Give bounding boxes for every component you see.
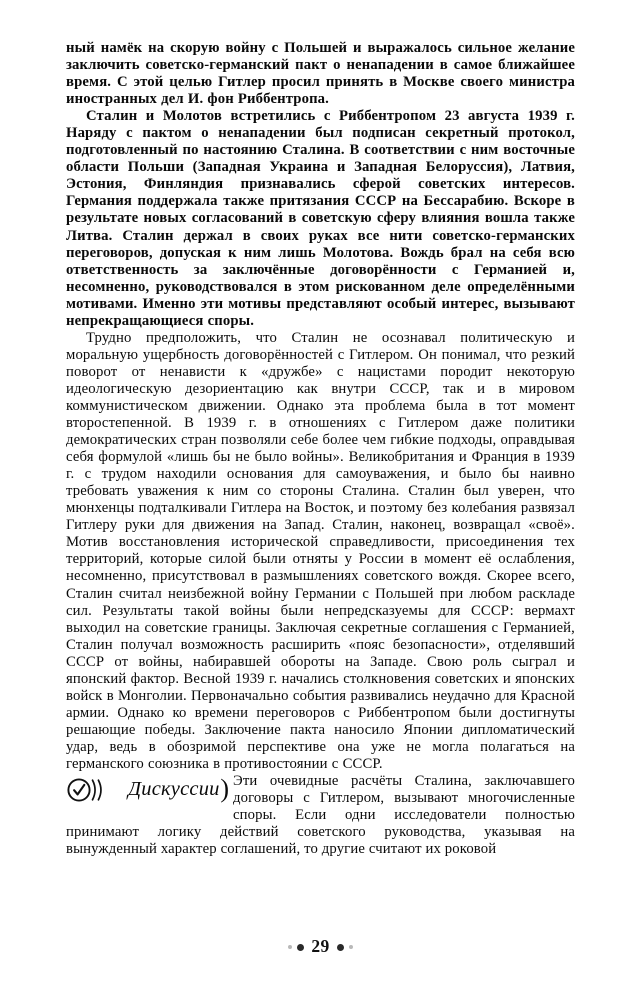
discussion-rubric-block	[66, 773, 575, 858]
folio-dot-left-inner	[297, 944, 304, 951]
page-number: 29	[311, 936, 330, 957]
body-paragraph-1: ный намёк на скорую войну с Польшей и выражалось сильное желание заключить советско-германский пакт о ненападении в самое ближайшее время. С этой целью Гитлер просил принять в Москве своего министра иностранных дел И. фон Риббентропа.	[66, 40, 575, 108]
body-paragraph-3: Трудно предположить, что Сталин не осознавал политическую и моральную ущербность договорённостей с Гитлером. Он понимал, что резкий поворот от ненависти к «дружбе» с нацистами породит некоторую идеологическую дезориентацию как внутри СССР, так и в мировом коммунистическом движении. Однако эта проблема была в тот момент второстепенной. В 1939 г. в отношениях с Гитлером даже политики демократических стран позволяли себе более чем гибкие подходы, оправдывая себя формулой «лишь бы не было войны». Великобритания и Франция в 1939 г. с трудом находили основания для самоуважения, и было бы наивно требовать уважения к ним со стороны Сталина. Сталин был уверен, что мюнхенцы подталкивали Гитлера на Восток, и поэтому без колебания развязал Гитлеру руки для движения на Запад. Сталин, наконец, возвращал «своё». Мотив восстановления исторической справедливости, присоединения тех территорий, которые силой были отняты у России в момент её ослабления, несомненно, присутствовал в размышлениях советского вождя. Скорее всего, Сталин считал неизбежной войну Германии с Польшей при любом раскладе сил. Результаты такой войны были непредсказуемы для СССР: вермахт выходил на советские границы. Заключая секретные соглашения с Германией, Сталин получал возможность расширить «пояс безопасности», отделявший СССР от войны, набиравшей обороты на Западе. Свою роль сыграл и японский фактор. Весной 1939 г. начались столкновения советских и японских войск в Монголии. Первоначально события развивались неудачно для Красной армии. Однако ко времени переговоров с Риббентропом были достигнуты решающие победы. Заключение пакта наносило Японии дипломатический удар, ведь в обозримой перспективе она уже не могла полагаться на германского союзника в противостоянии с СССР.	[66, 329, 575, 772]
body-paragraph-2: Сталин и Молотов встретились с Риббентропом 23 августа 1939 г. Наряду с пактом о ненападении был подписан секретный протокол, подготовленный по настоянию Сталина. В соответствии с ним восточные области Польши (Западная Украина и Западная Белоруссия), Латвия, Эстония, Финляндия признавались сферой советских интересов. Германия поддержала также притязания СССР на Бессарабию. Вскоре в результате новых согласований в советскую сферу влияния вошла также Литва. Сталин держал в своих руках все нити советско-германских переговоров, допуская к ним лишь Молотова. Вождь брал на себя всю ответственность за заключённые договорённости с Германией и, несомненно, руководствовался в этом рискованном деле определёнными мотивами. Именно эти мотивы представляют особый интерес, вызывают непрекращающиеся споры.	[66, 108, 575, 329]
folio-dot-left-outer	[288, 945, 292, 949]
discussion-rubric-label: Дискуссии	[128, 778, 220, 801]
folio-dot-right-inner	[337, 944, 344, 951]
folio-dot-right-outer	[349, 945, 353, 949]
discussion-rubric-closing-paren: )	[220, 774, 229, 804]
discussion-rubric-marker	[66, 774, 229, 808]
check-circle-icon	[66, 777, 128, 803]
page-folio	[0, 934, 641, 960]
text-column	[66, 40, 575, 858]
discussion-rubric-text: Эти очевидные расчёты Сталина, заключавшего договоры с Гитлером, вызывают многочисленные споры. Если одни исследователи полностью принимают логику действий советского руководства, указывая на вынужденный характер соглашений, то другие считают их роковой	[66, 773, 575, 858]
